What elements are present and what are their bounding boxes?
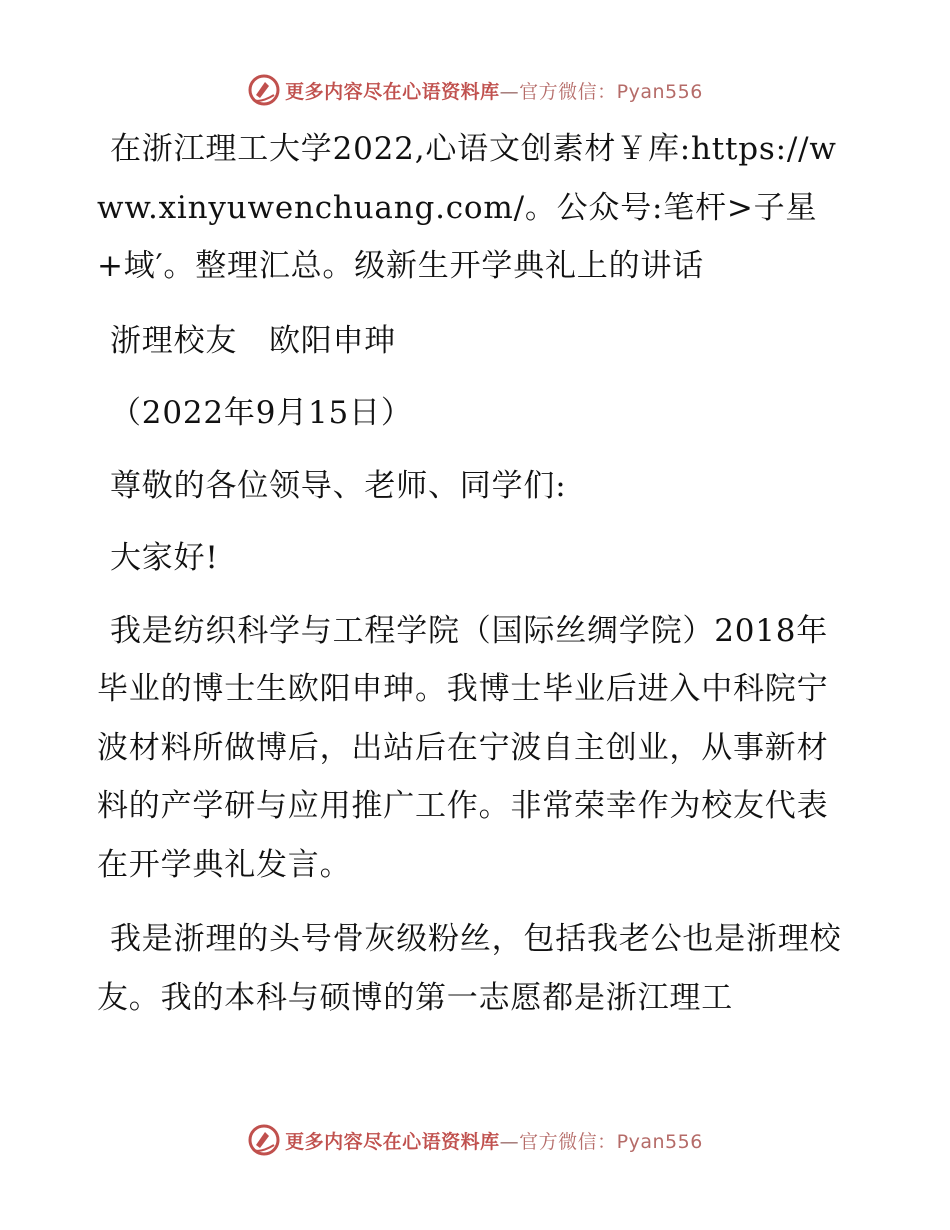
document-body	[97, 120, 857, 1043]
date-line: （2022年9月15日）	[110, 395, 413, 431]
salutation: 尊敬的各位领导、老师、同学们:	[110, 467, 567, 504]
banner-text	[285, 77, 703, 104]
banner-separator: —	[499, 80, 520, 103]
brand-logo-icon	[247, 73, 281, 107]
paragraph-intro: 在浙江理工大学2022,心语文创素材￥库:https://www.xinyuwenchuang.com/。公众号:笔杆>子星+域′。整理汇总。级新生开学典礼上的讲话	[97, 131, 837, 284]
banner-main: 更多内容尽在心语资料库	[285, 1130, 500, 1153]
paragraph-fan: 我是浙理的头号骨灰级粉丝，包括我老公也是浙理校友。我的本科与硕博的第一志愿都是浙江理工	[97, 921, 842, 1016]
brand-logo-icon	[247, 1123, 281, 1157]
author-line: 浙理校友 欧阳申珅	[110, 322, 397, 359]
footer-banner	[0, 1120, 950, 1160]
header-banner	[0, 70, 950, 110]
banner-main: 更多内容尽在心语资料库	[285, 80, 500, 103]
paragraph-self-intro: 我是纺织科学与工程学院（国际丝绸学院）2018年毕业的博士生欧阳申珅。我博士毕业后进入中科院宁波材料所做博后，出站后在宁波自主创业，从事新材料的产学研与应用推广工作。非常荣幸作为校友代表在开学典礼发言。	[97, 612, 829, 883]
banner-wechat: 官方微信：Pyan556	[519, 1130, 703, 1153]
banner-text	[285, 1127, 703, 1154]
banner-separator: —	[499, 1130, 520, 1153]
greeting: 大家好!	[110, 540, 219, 576]
banner-wechat: 官方微信：Pyan556	[519, 80, 703, 103]
